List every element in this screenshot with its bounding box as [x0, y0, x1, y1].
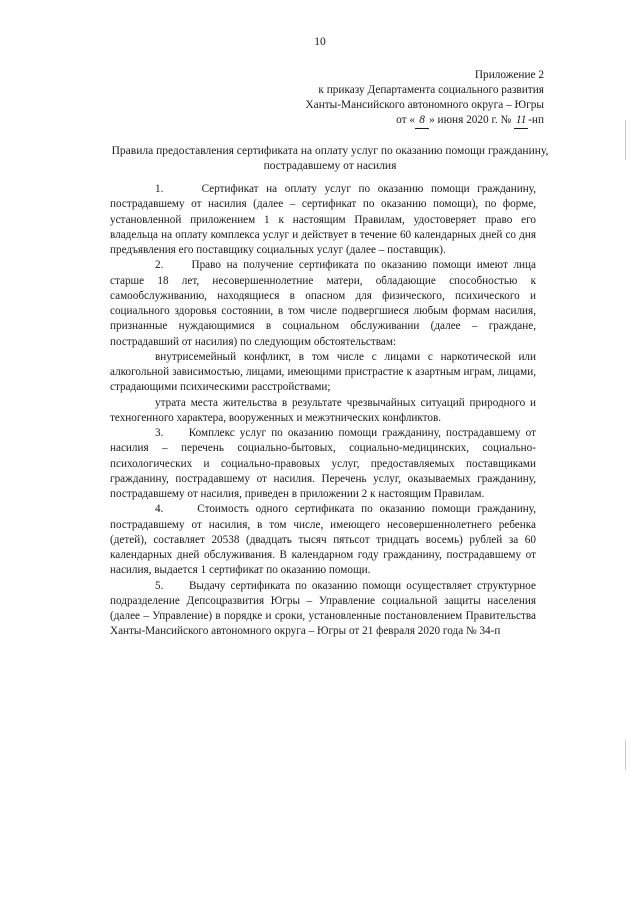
paragraph-4: 4. Стоимость одного сертификата по оказанию помощи гражданину, пострадавшему от насилия, в том числе, имеющего несовершеннолетнего ребенка (детей), составляет 20538 (двадцать тысяч пятьсот тридцать восемь) рублей за 60 календарных дней обслуживания. В календарном году гражданину, пострадавшему от насилия, выдается 1 сертификат по оказанию помощи. — [110, 503, 536, 577]
appendix-date-line — [306, 113, 544, 129]
paragraph-2-case-2: утрата места жительства в результате чрезвычайных ситуаций природного и техногенного характера, вооруженных и межэтнических конфликтов. — [110, 396, 536, 424]
document-title: Правила предоставления сертификата на оплату услуг по оказанию помощи гражданину, пострадавшему от насилия — [111, 145, 549, 172]
date-suffix: -нп — [528, 114, 544, 126]
appendix-region-line: Ханты-Мансийского автономного округа – Югры — [305, 99, 544, 111]
paragraph-2-case-1: внутрисемейный конфликт, в том числе с лицами с наркотической или алкогольной зависимостью, лицами, имеющими пристрастие к азартным играм, лицами, страдающими психическими расстройствами; — [110, 350, 536, 394]
page-number: 10 — [314, 36, 326, 48]
date-day: 8 — [415, 113, 429, 129]
date-middle: » июня 2020 г. № — [429, 114, 512, 126]
paragraph-3: 3. Комплекс услуг по оказанию помощи гражданину, пострадавшему от насилия – перечень социально-бытовых, социально-медицинских, социально-психологических и социально-правовых услуг, предоставляемых поставщиками гражданину, пострадавшему от насилия. Перечень услуг, оказываемых гражданину, пострадавшему от насилия, приведен в приложении 2 к настоящим Правилам. — [110, 427, 536, 500]
paragraph-1: 1. Сертификат на оплату услуг по оказанию помощи гражданину, пострадавшему от насилия (далее – сертификат по оказанию помощи), по форме, установленной приложением 1 к настоящим Правилам, удостоверяет право его владельца на оплату комплекса услуг и действует в течение 60 календарных дней со дня предъявления его поставщику социальных услуг (далее – поставщик). — [110, 183, 536, 256]
order-number: 11 — [514, 113, 528, 129]
paragraph-2: 2. Право на получение сертификата по оказанию помощи имеют лица старше 18 лет, несовершеннолетние матери, обладающие способностью к самообслуживанию, находящиеся в опасном для физического, психического и социального здоровья состоянии, в том числе подвергшиеся любым формам насилия, признанные нуждающимися в социальном обслуживании (далее – граждане, пострадавший от насилия) по следующим обстоятельствам: — [110, 259, 536, 348]
scan-artifact — [625, 740, 626, 770]
scan-artifact — [625, 120, 626, 160]
appendix-header — [306, 68, 544, 129]
paragraph-5: 5. Выдачу сертификата по оказанию помощи осуществляет структурное подразделение Депсоцразвития Югры – Управление социальной защиты населения (далее – Управление) в порядке и сроки, установленные постановлением Правительства Ханты-Мансийского автономного округа – Югры от 21 февраля 2020 года № 34-п — [110, 579, 536, 638]
date-prefix: от « — [396, 114, 416, 126]
appendix-order-line: к приказу Департамента социального развития — [318, 84, 544, 96]
appendix-title: Приложение 2 — [474, 69, 544, 81]
document-body — [110, 182, 536, 640]
